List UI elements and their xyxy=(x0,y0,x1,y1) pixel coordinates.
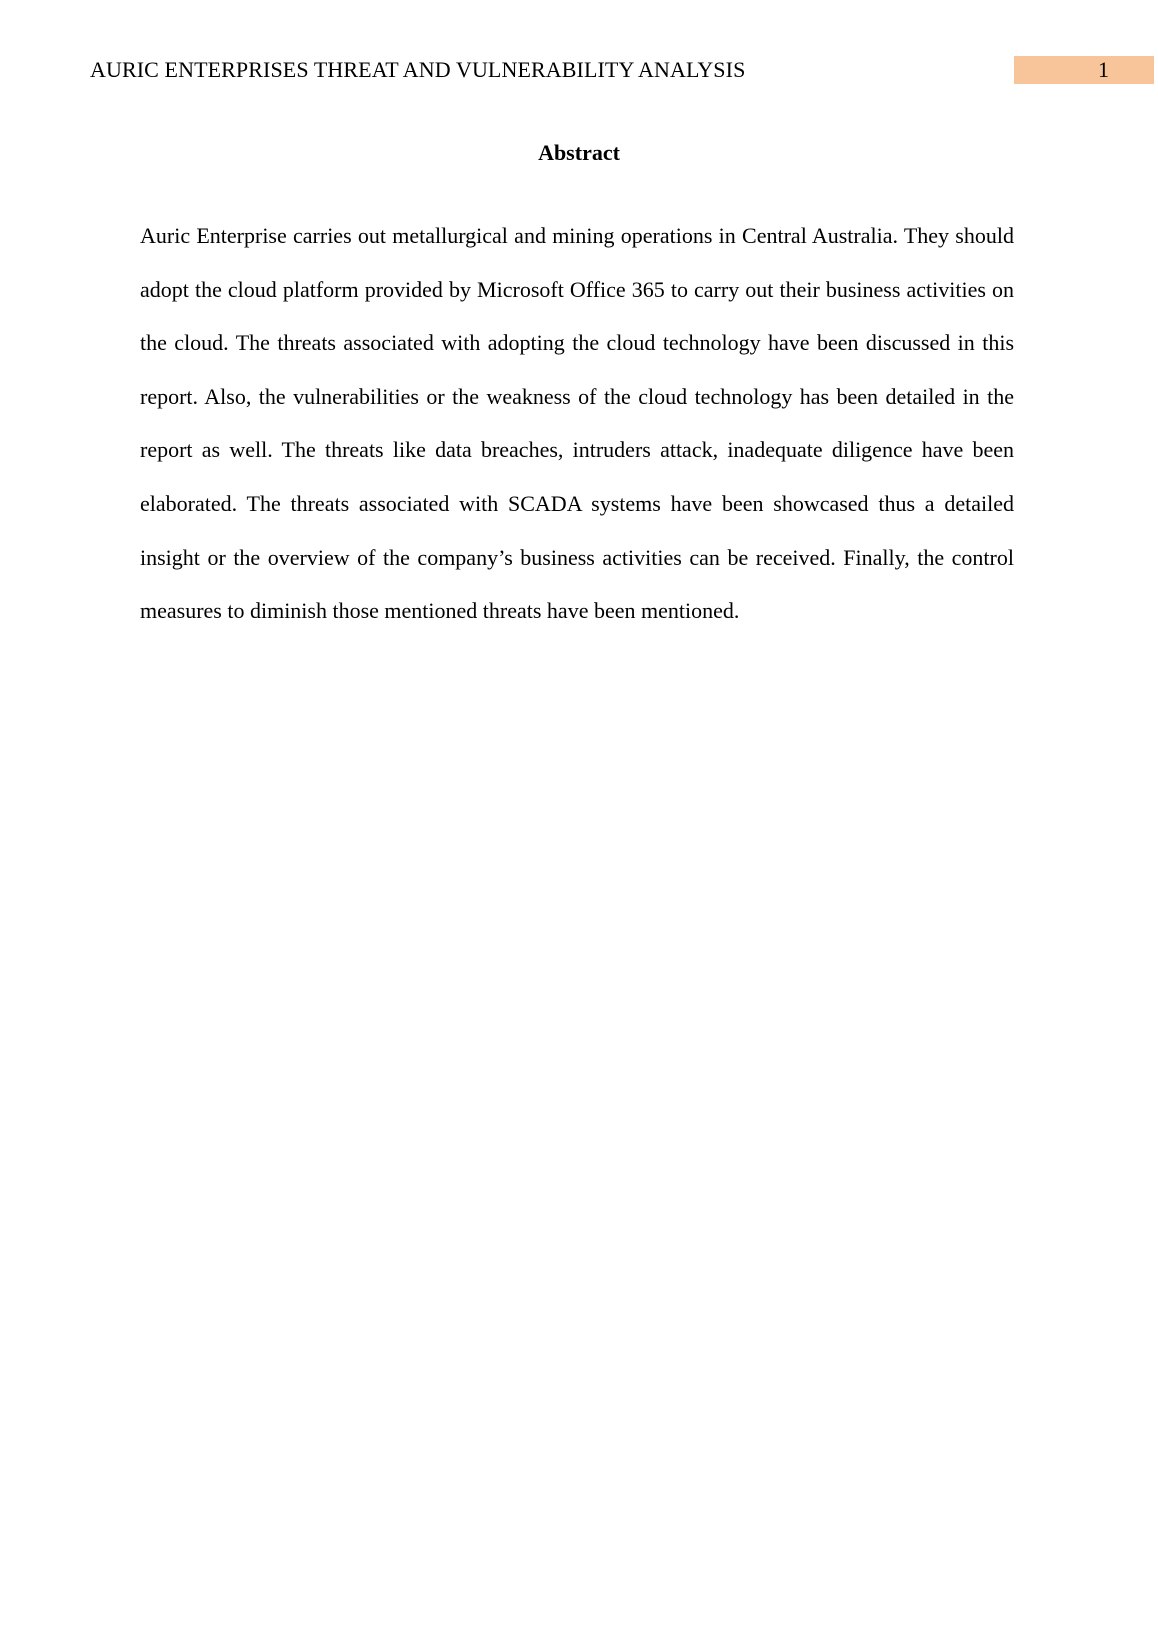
abstract-heading: Abstract xyxy=(538,140,620,165)
page-number-highlight xyxy=(1014,56,1154,84)
abstract-paragraph: Auric Enterprise carries out metallurgical and mining operations in Central Australia. They should adopt the cloud platform provided by Microsoft Office 365 to carry out their business activities on the cloud. The threats associated with adopting the cloud technology have been discussed in this report. Also, the vulnerabilities or the weakness of the cloud technology has been detailed in the report as well. The threats like data breaches, intruders attack, inadequate diligence have been elaborated. The threats associated with SCADA systems have been showcased thus a detailed insight or the overview of the company’s business activities can be received. Finally, the control measures to diminish those mentioned threats have been mentioned. xyxy=(140,223,1014,624)
page-number: 1 xyxy=(1098,57,1109,82)
running-head: AURIC ENTERPRISES THREAT AND VULNERABILITY ANALYSIS xyxy=(90,57,746,82)
